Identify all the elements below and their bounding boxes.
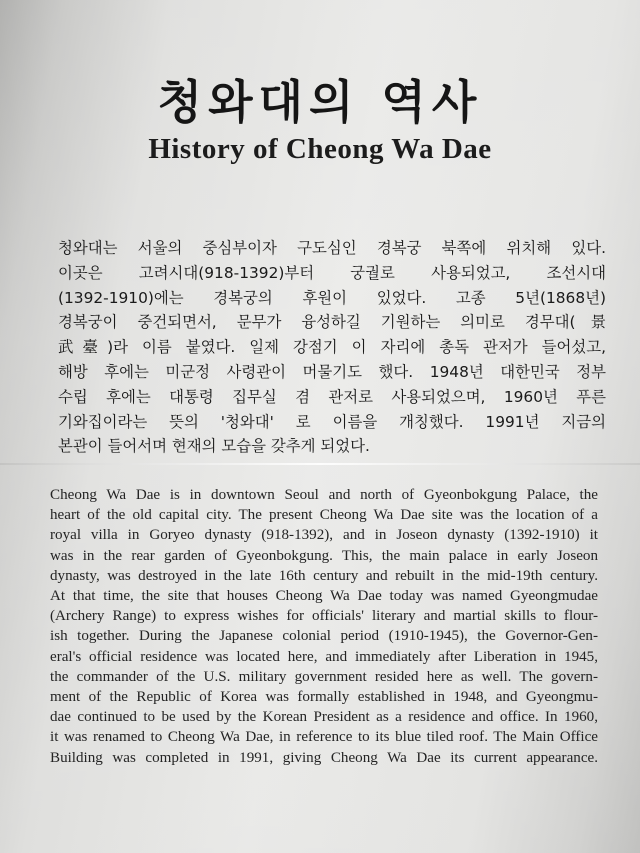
english-text-line: eral's official residence was located here, and immediately after Liberation in 1945, [50, 648, 598, 665]
english-text-line: heart of the old capital city. The present Cheong Wa Dae site was the location of a [50, 507, 598, 524]
section-divider [0, 463, 640, 465]
english-text-line: dynasty, was destroyed in the late 16th century and rebuilt in the mid-19th century. [50, 567, 598, 584]
page-title-korean: 청와대의 역사 [157, 75, 483, 129]
korean-text-line: 武臺)라 이름 붙였다. 일제 강점기 이 자리에 총독 관저가 들어섰고, [58, 338, 606, 357]
english-text-line: ment of the Republic of Korea was formally established in 1948, and Gyeongmu- [50, 689, 598, 706]
english-text-line: ish together. During the Japanese colonial period (1910-1945), the Governor-Gen- [50, 628, 598, 645]
english-text-line: Building was completed in 1991, giving Cheong Wa Dae its current appearance. [50, 749, 598, 766]
korean-text-line: 기와집이라는 뜻의 '청와대' 로 이름을 개칭했다. 1991년 지금의 [58, 412, 606, 431]
korean-text-line: 경복궁이 중건되면서, 문무가 융성하길 기원하는 의미로 경무대(景 [58, 313, 606, 332]
english-text-line: it was renamed to Cheong Wa Dae, in reference to its blue tiled roof. The Main Office [50, 729, 598, 746]
korean-text-line: (1392-1910)에는 경복궁의 후원이 있었다. 고종 5년(1868년) [58, 288, 606, 307]
english-text-line: dae continued to be used by the Korean President as a residence and office. In 1960, [50, 709, 598, 726]
english-text-line: the commander of the U.S. military government resided here as well. The govern- [50, 668, 598, 685]
korean-text-line: 해방 후에는 미군정 사령관이 머물기도 했다. 1948년 대한민국 정부 [58, 362, 606, 381]
english-text-line: was in the rear garden of Gyeonbokgung. This, the main palace in early Joseon [50, 547, 598, 564]
korean-text-line: 본관이 들어서며 현재의 모습을 갖추게 되었다. [58, 437, 370, 456]
korean-text-line: 청와대는 서울의 중심부이자 구도심인 경복궁 북쪽에 위치해 있다. [58, 239, 606, 257]
korean-text-line: 수립 후에는 대통령 집무실 겸 관저로 사용되었으며, 1960년 푸른 [58, 387, 606, 406]
english-text-line: royal villa in Goryeo dynasty (918-1392), and in Joseon dynasty (1392-1910) it [50, 527, 598, 544]
english-text-line: At that time, the site that houses Cheong Wa Dae today was named Gyeongmudae [50, 588, 598, 605]
english-history-text [50, 485, 598, 768]
english-text-line: Cheong Wa Dae is in downtown Seoul and north of Gyeonbokgung Palace, the [50, 487, 598, 503]
korean-text-line: 이곳은 고려시대(918-1392)부터 궁궐로 사용되었고, 조선시대 [58, 263, 606, 282]
page-title-english: History of Cheong Wa Dae [148, 133, 492, 165]
korean-history-text [58, 236, 606, 459]
english-text-line: (Archery Range) to express wishes for officials' literary and martial skills to flour- [50, 608, 598, 625]
